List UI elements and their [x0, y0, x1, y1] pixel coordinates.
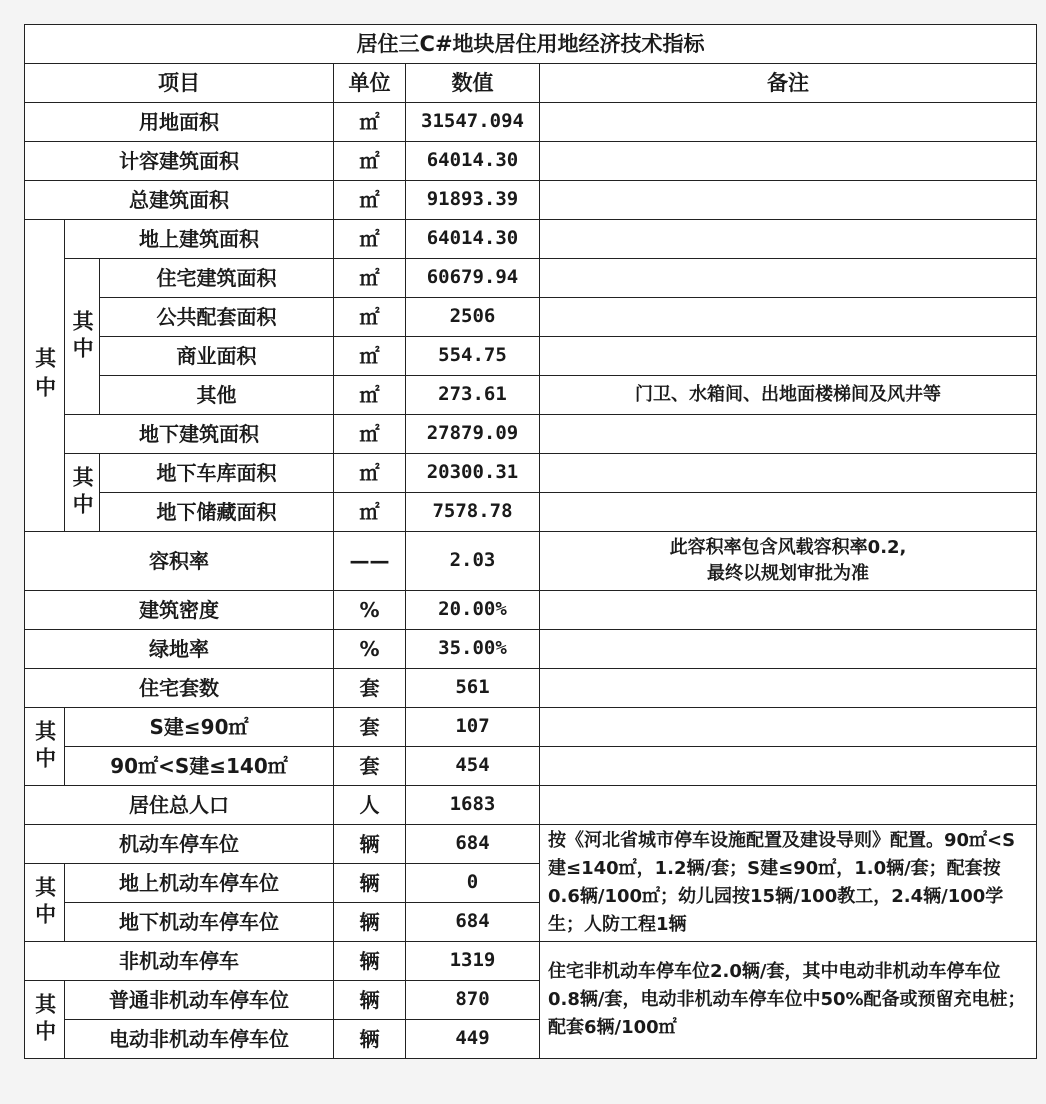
remark-cell — [540, 220, 1037, 259]
item-cell: 住宅套数 — [25, 669, 334, 708]
remark-cell — [540, 708, 1037, 747]
remark-cell — [540, 298, 1037, 337]
value-cell: 64014.30 — [406, 142, 540, 181]
unit-cell: 套 — [334, 708, 406, 747]
table-row — [25, 298, 1037, 337]
table-row — [25, 747, 1037, 786]
remark-cell — [540, 337, 1037, 376]
bike-parking-remark: 住宅非机动车停车位2.0辆/套，其中电动非机动车停车位0.8辆/套，电动非机动车停车位中50%配备或预留充电桩；配套6辆/100㎡ — [540, 942, 1037, 1059]
motor-parking-remark: 按《河北省城市停车设施配置及建设导则》配置。90㎡<S建≤140㎡，1.2辆/套；S建≤90㎡，1.0辆/套；配套按0.6辆/100㎡；幼儿园按15辆/100教工，2.4辆/100学生；人防工程1辆 — [540, 825, 1037, 942]
value-cell: 7578.78 — [406, 493, 540, 532]
value-cell: 91893.39 — [406, 181, 540, 220]
table-title: 居住三C#地块居住用地经济技术指标 — [25, 25, 1037, 64]
value-cell: 1683 — [406, 786, 540, 825]
value-cell: 684 — [406, 825, 540, 864]
unit-cell: ㎡ — [334, 298, 406, 337]
table-row — [25, 415, 1037, 454]
value-cell: 1319 — [406, 942, 540, 981]
remark-cell — [540, 786, 1037, 825]
value-cell: 20300.31 — [406, 454, 540, 493]
item-cell: 地下储藏面积 — [100, 493, 334, 532]
unit-cell: —— — [334, 532, 406, 591]
item-cell: 公共配套面积 — [100, 298, 334, 337]
unit-cell: 辆 — [334, 825, 406, 864]
unit-cell: 套 — [334, 747, 406, 786]
value-cell: 273.61 — [406, 376, 540, 415]
item-cell: 容积率 — [25, 532, 334, 591]
unit-cell: ㎡ — [334, 142, 406, 181]
unit-cell: 辆 — [334, 903, 406, 942]
table-row — [25, 376, 1037, 415]
header-remark: 备注 — [540, 64, 1037, 103]
remark-line: 此容积率包含风载容积率0.2, — [669, 536, 907, 558]
remark-cell — [540, 532, 1037, 591]
group-label-bike: 其中 — [25, 981, 65, 1059]
item-cell: 商业面积 — [100, 337, 334, 376]
item-cell: 住宅建筑面积 — [100, 259, 334, 298]
item-cell: 非机动车停车 — [25, 942, 334, 981]
unit-cell: ㎡ — [334, 337, 406, 376]
item-cell: 计容建筑面积 — [25, 142, 334, 181]
header-unit: 单位 — [334, 64, 406, 103]
unit-cell: ㎡ — [334, 220, 406, 259]
unit-cell: 辆 — [334, 981, 406, 1020]
unit-cell: ㎡ — [334, 259, 406, 298]
group-label-area: 其中 — [25, 220, 65, 532]
item-cell: 机动车停车位 — [25, 825, 334, 864]
unit-cell: ㎡ — [334, 181, 406, 220]
indicator-table — [24, 24, 1037, 1059]
value-cell: 870 — [406, 981, 540, 1020]
group-label-motor: 其中 — [25, 864, 65, 942]
unit-cell: ㎡ — [334, 454, 406, 493]
item-cell: 普通非机动车停车位 — [65, 981, 334, 1020]
remark-line: 最终以规划审批为准 — [707, 563, 870, 584]
value-cell: 20.00% — [406, 591, 540, 630]
unit-cell: % — [334, 591, 406, 630]
table-row — [25, 825, 1037, 864]
unit-cell: ㎡ — [334, 415, 406, 454]
item-cell: 地下机动车停车位 — [65, 903, 334, 942]
item-cell: 地上机动车停车位 — [65, 864, 334, 903]
value-cell: 64014.30 — [406, 220, 540, 259]
remark-cell: 门卫、水箱间、出地面楼梯间及风井等 — [540, 376, 1037, 415]
value-cell: 2506 — [406, 298, 540, 337]
value-cell: 27879.09 — [406, 415, 540, 454]
value-cell: 0 — [406, 864, 540, 903]
remark-cell — [540, 630, 1037, 669]
table-row — [25, 708, 1037, 747]
item-cell: 电动非机动车停车位 — [65, 1020, 334, 1059]
item-cell: 地下车库面积 — [100, 454, 334, 493]
remark-cell — [540, 181, 1037, 220]
value-cell: 454 — [406, 747, 540, 786]
item-cell: S建≤90㎡ — [65, 708, 334, 747]
table-row — [25, 942, 1037, 981]
unit-cell: 套 — [334, 669, 406, 708]
value-cell: 31547.094 — [406, 103, 540, 142]
group-label-below: 其中 — [65, 454, 100, 532]
group-label-above: 其中 — [65, 259, 100, 415]
unit-cell: ㎡ — [334, 493, 406, 532]
table-row — [25, 220, 1037, 259]
table-row — [25, 532, 1037, 591]
value-cell: 561 — [406, 669, 540, 708]
item-cell: 总建筑面积 — [25, 181, 334, 220]
table-row — [25, 103, 1037, 142]
table-row — [25, 259, 1037, 298]
unit-cell: 人 — [334, 786, 406, 825]
item-cell: 90㎡<S建≤140㎡ — [65, 747, 334, 786]
value-cell: 554.75 — [406, 337, 540, 376]
remark-cell — [540, 103, 1037, 142]
title-row — [25, 25, 1037, 64]
table-row — [25, 493, 1037, 532]
remark-cell — [540, 669, 1037, 708]
remark-cell — [540, 415, 1037, 454]
table-row — [25, 591, 1037, 630]
item-cell: 居住总人口 — [25, 786, 334, 825]
item-cell: 地上建筑面积 — [65, 220, 334, 259]
unit-cell: ㎡ — [334, 103, 406, 142]
item-cell: 地下建筑面积 — [65, 415, 334, 454]
group-label-units: 其中 — [25, 708, 65, 786]
header-item: 项目 — [25, 64, 334, 103]
remark-cell — [540, 747, 1037, 786]
table-row — [25, 337, 1037, 376]
item-cell: 绿地率 — [25, 630, 334, 669]
table-row — [25, 142, 1037, 181]
table-row — [25, 630, 1037, 669]
remark-cell — [540, 493, 1037, 532]
remark-cell — [540, 591, 1037, 630]
item-cell: 其他 — [100, 376, 334, 415]
table-row — [25, 454, 1037, 493]
unit-cell: 辆 — [334, 942, 406, 981]
value-cell: 35.00% — [406, 630, 540, 669]
table-row — [25, 669, 1037, 708]
value-cell: 107 — [406, 708, 540, 747]
header-value: 数值 — [406, 64, 540, 103]
value-cell: 60679.94 — [406, 259, 540, 298]
unit-cell: 辆 — [334, 864, 406, 903]
item-cell: 用地面积 — [25, 103, 334, 142]
item-cell: 建筑密度 — [25, 591, 334, 630]
table-row — [25, 181, 1037, 220]
value-cell: 2.03 — [406, 532, 540, 591]
unit-cell: ㎡ — [334, 376, 406, 415]
remark-cell — [540, 259, 1037, 298]
table-row — [25, 786, 1037, 825]
value-cell: 684 — [406, 903, 540, 942]
value-cell: 449 — [406, 1020, 540, 1059]
unit-cell: % — [334, 630, 406, 669]
remark-cell — [540, 142, 1037, 181]
remark-cell — [540, 454, 1037, 493]
header-row — [25, 64, 1037, 103]
indicator-sheet — [24, 24, 1036, 1059]
unit-cell: 辆 — [334, 1020, 406, 1059]
